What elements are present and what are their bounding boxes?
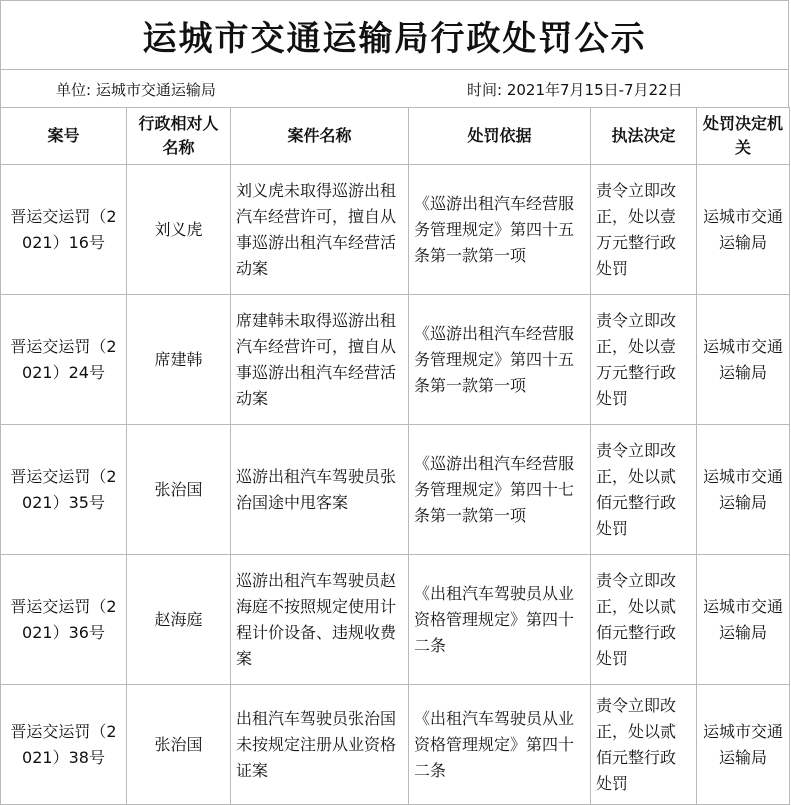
cell-decision: 责令立即改正，处以贰佰元整行政处罚: [591, 685, 697, 805]
publication-period: 时间: 2021年7月15日-7月22日: [467, 81, 683, 99]
cell-decision: 责令立即改正，处以贰佰元整行政处罚: [591, 555, 697, 685]
cell-case-name: 出租汽车驾驶员张治国未按规定注册从业资格证案: [231, 685, 409, 805]
cell-case-no: 晋运交运罚（2021）35号: [1, 425, 127, 555]
cell-basis: 《出租汽车驾驶员从业资格管理规定》第四十二条: [409, 555, 591, 685]
header-case-no: 案号: [1, 108, 127, 165]
cell-decision: 责令立即改正，处以贰佰元整行政处罚: [591, 425, 697, 555]
table-header-row: [1, 108, 790, 165]
cell-basis: 《巡游出租汽车经营服务管理规定》第四十五条第一款第一项: [409, 165, 591, 295]
header-authority: 处罚决定机关: [697, 108, 790, 165]
cell-authority: 运城市交通运输局: [697, 425, 790, 555]
cell-party: 赵海庭: [127, 555, 231, 685]
cell-party: 刘义虎: [127, 165, 231, 295]
cell-decision: 责令立即改正，处以壹万元整行政处罚: [591, 295, 697, 425]
cell-case-name: 巡游出租汽车驾驶员赵海庭不按照规定使用计程计价设备、违规收费案: [231, 555, 409, 685]
table-row: [1, 165, 790, 295]
cell-basis: 《巡游出租汽车经营服务管理规定》第四十七条第一款第一项: [409, 425, 591, 555]
cell-decision: 责令立即改正，处以壹万元整行政处罚: [591, 165, 697, 295]
cell-case-name: 席建韩未取得巡游出租汽车经营许可，擅自从事巡游出租汽车经营活动案: [231, 295, 409, 425]
cell-party: 张治国: [127, 685, 231, 805]
table-row: [1, 425, 790, 555]
table-row: [1, 295, 790, 425]
cell-case-no: 晋运交运罚（2021）38号: [1, 685, 127, 805]
notice-meta: [0, 70, 789, 107]
cell-case-name: 刘义虎未取得巡游出租汽车经营许可，擅自从事巡游出租汽车经营活动案: [231, 165, 409, 295]
cell-party: 席建韩: [127, 295, 231, 425]
cell-basis: 《巡游出租汽车经营服务管理规定》第四十五条第一款第一项: [409, 295, 591, 425]
table-row: [1, 685, 790, 805]
cell-case-no: 晋运交运罚（2021）24号: [1, 295, 127, 425]
cell-authority: 运城市交通运输局: [697, 685, 790, 805]
cell-case-name: 巡游出租汽车驾驶员张治国途中甩客案: [231, 425, 409, 555]
cell-basis: 《出租汽车驾驶员从业资格管理规定》第四十二条: [409, 685, 591, 805]
table-row: [1, 555, 790, 685]
page-title: 运城市交通运输局行政处罚公示: [0, 0, 789, 70]
cell-case-no: 晋运交运罚（2021）16号: [1, 165, 127, 295]
cell-authority: 运城市交通运输局: [697, 555, 790, 685]
header-basis: 处罚依据: [409, 108, 591, 165]
header-decision: 执法决定: [591, 108, 697, 165]
cell-case-no: 晋运交运罚（2021）36号: [1, 555, 127, 685]
header-case-name: 案件名称: [231, 108, 409, 165]
cell-authority: 运城市交通运输局: [697, 165, 790, 295]
cell-authority: 运城市交通运输局: [697, 295, 790, 425]
cell-party: 张治国: [127, 425, 231, 555]
issuing-unit: 单位: 运城市交通运输局: [56, 81, 216, 99]
header-party: 行政相对人名称: [127, 108, 231, 165]
penalty-table: [0, 107, 790, 805]
